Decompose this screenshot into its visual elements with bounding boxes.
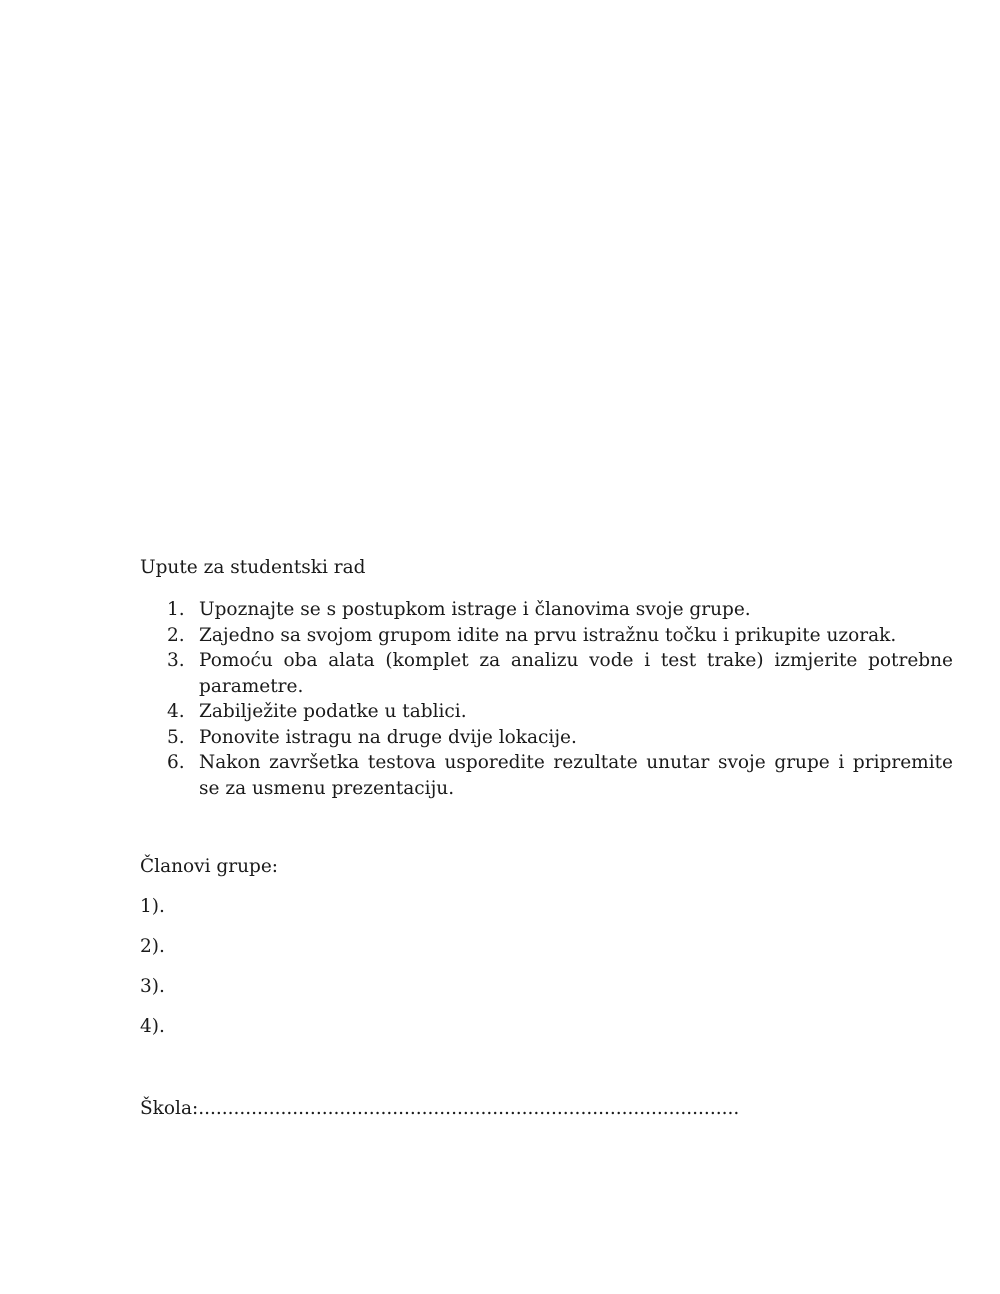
list-item [140,648,953,699]
list-item-text: Upoznajte se s postupkom istrage i članovima svoje grupe. [199,599,751,620]
school-field: Škola:............................................................................................ [140,1098,740,1119]
list-item [140,623,953,649]
instruction-list [140,597,953,801]
list-item-number: 3. [167,650,185,671]
group-members-label: Članovi grupe: [140,856,279,877]
document-page [140,555,953,1122]
list-item-number: 4. [167,701,185,722]
list-item [140,725,953,751]
list-item-text: Nakon završetka testova usporedite rezultate unutar svoje grupe i pripremite se za usmenu prezentaciju. [199,752,953,799]
instructions-heading: Upute za studentski rad [140,557,366,578]
list-item-number: 1. [167,599,185,620]
list-item [140,699,953,725]
list-item-number: 5. [167,726,185,748]
list-item-text: Pomoću oba alata (komplet za analizu vode i test trake) izmjerite potrebne parametre. [199,650,953,697]
group-member-line: 3). [140,976,165,997]
list-item-text: Zajedno sa svojom grupom idite na prvu istražnu točku i prikupite uzorak. [199,624,897,646]
group-member-line: 1). [140,896,165,917]
list-item [140,750,953,801]
list-item-number: 6. [167,752,185,773]
list-item-text: Ponovite istragu na druge dvije lokacije. [199,726,577,748]
list-item [140,597,953,623]
group-member-line: 2). [140,936,165,957]
group-member-line: 4). [140,1016,165,1037]
list-item-number: 2. [167,624,185,646]
list-item-text: Zabilježite podatke u tablici. [199,701,467,722]
